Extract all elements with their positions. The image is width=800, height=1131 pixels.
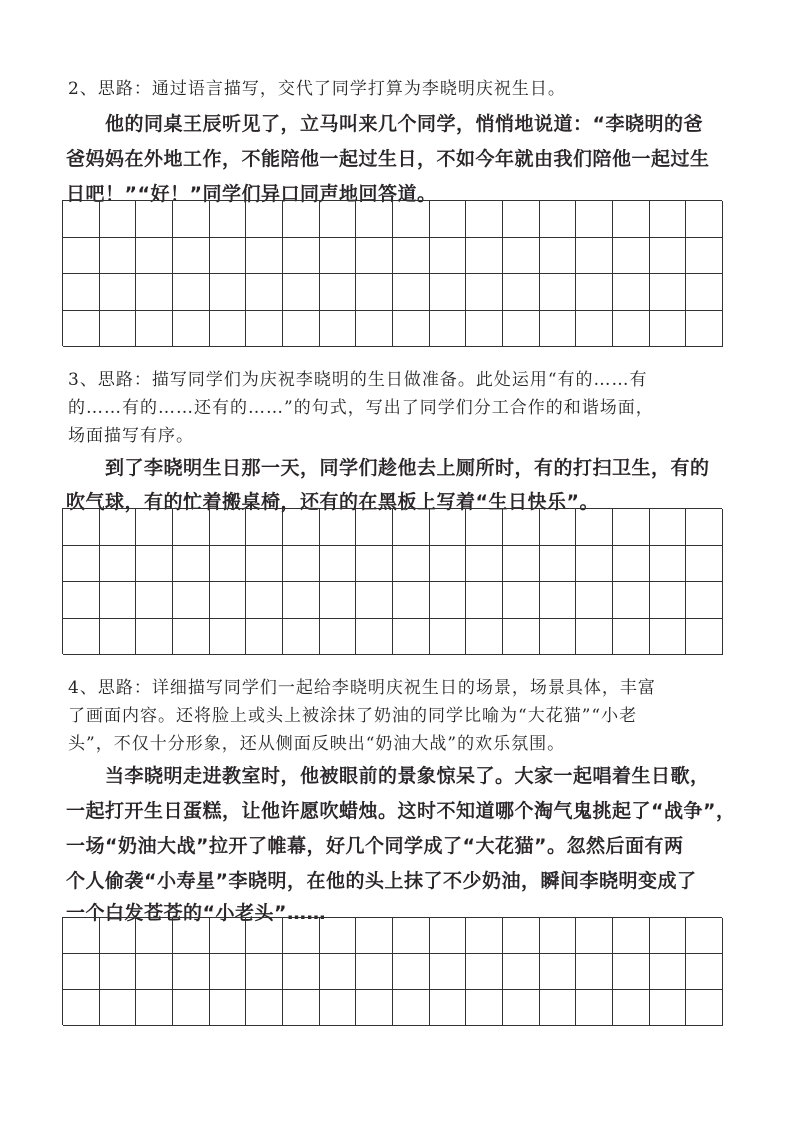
grid-cell[interactable] (430, 311, 467, 348)
section3-thinking-line-3: 场面描写有序。 (68, 426, 194, 446)
grid-cell[interactable] (320, 311, 357, 348)
grid-cell[interactable] (320, 509, 357, 546)
grid-cell[interactable] (540, 619, 577, 656)
grid-cell[interactable] (503, 509, 540, 546)
grid-cell[interactable] (136, 954, 173, 990)
grid-cell[interactable] (466, 274, 503, 311)
grid-cell[interactable] (246, 201, 283, 238)
grid-cell[interactable] (503, 546, 540, 583)
grid-cell[interactable] (246, 274, 283, 311)
grid-cell[interactable] (63, 546, 100, 583)
grid-cell[interactable] (210, 990, 247, 1026)
grid-cell[interactable] (246, 954, 283, 990)
grid-cell[interactable] (576, 509, 613, 546)
grid-cell[interactable] (650, 990, 687, 1026)
grid-cell[interactable] (100, 546, 137, 583)
grid-cell[interactable] (540, 509, 577, 546)
grid-cell[interactable] (320, 274, 357, 311)
grid-cell[interactable] (466, 201, 503, 238)
grid-cell[interactable] (100, 954, 137, 990)
grid-cell[interactable] (356, 509, 393, 546)
grid-cell[interactable] (613, 546, 650, 583)
grid-cell[interactable] (613, 990, 650, 1026)
grid-cell[interactable] (613, 311, 650, 348)
grid-cell[interactable] (173, 582, 210, 619)
grid-cell[interactable] (63, 274, 100, 311)
grid-cell[interactable] (503, 274, 540, 311)
grid-cell[interactable] (430, 201, 467, 238)
grid-cell[interactable] (650, 238, 687, 275)
grid-cell[interactable] (173, 954, 210, 990)
grid-cell[interactable] (100, 509, 137, 546)
grid-cell[interactable] (503, 918, 540, 954)
grid-cell[interactable] (173, 990, 210, 1026)
grid-cell[interactable] (356, 954, 393, 990)
grid-cell[interactable] (540, 954, 577, 990)
writing-grid-2[interactable] (62, 508, 722, 654)
grid-cell[interactable] (503, 238, 540, 275)
grid-cell[interactable] (210, 274, 247, 311)
grid-cell[interactable] (356, 990, 393, 1026)
grid-cell[interactable] (283, 619, 320, 656)
grid-cell[interactable] (613, 918, 650, 954)
grid-cell[interactable] (613, 619, 650, 656)
grid-cell[interactable] (100, 311, 137, 348)
grid-cell[interactable] (503, 954, 540, 990)
grid-cell[interactable] (173, 274, 210, 311)
grid-cell[interactable] (283, 274, 320, 311)
grid-cell[interactable] (356, 619, 393, 656)
grid-cell[interactable] (540, 918, 577, 954)
grid-cell[interactable] (576, 238, 613, 275)
grid-cell[interactable] (210, 201, 247, 238)
grid-cell[interactable] (393, 954, 430, 990)
grid-cell[interactable] (576, 918, 613, 954)
grid-cell[interactable] (430, 954, 467, 990)
grid-cell[interactable] (356, 546, 393, 583)
grid-cell[interactable] (320, 954, 357, 990)
grid-cell[interactable] (63, 918, 100, 954)
grid-cell[interactable] (100, 990, 137, 1026)
grid-cell[interactable] (466, 990, 503, 1026)
grid-cell[interactable] (173, 509, 210, 546)
grid-cell[interactable] (686, 990, 723, 1026)
grid-cell[interactable] (576, 619, 613, 656)
grid-cell[interactable] (283, 990, 320, 1026)
grid-cell[interactable] (576, 311, 613, 348)
grid-cell[interactable] (686, 274, 723, 311)
grid-cell[interactable] (136, 238, 173, 275)
grid-cell[interactable] (356, 582, 393, 619)
grid-cell[interactable] (63, 990, 100, 1026)
grid-cell[interactable] (136, 201, 173, 238)
section4-thinking-line-3: 头”，不仅十分形象，还从侧面反映出“奶油大战”的欢乐氛围。 (68, 734, 566, 754)
grid-cell[interactable] (686, 582, 723, 619)
grid-cell[interactable] (576, 546, 613, 583)
grid-cell[interactable] (393, 509, 430, 546)
grid-cell[interactable] (393, 274, 430, 311)
grid-cell[interactable] (63, 582, 100, 619)
grid-cell[interactable] (210, 546, 247, 583)
grid-cell[interactable] (173, 546, 210, 583)
grid-cell[interactable] (320, 546, 357, 583)
grid-cell[interactable] (173, 238, 210, 275)
grid-cell[interactable] (100, 238, 137, 275)
grid-cell[interactable] (650, 311, 687, 348)
grid-cell[interactable] (650, 954, 687, 990)
section4-line-3: 一场“奶油大战”拉开了帷幕，好几个同学成了“大花猫”。忽然后面有两 (66, 835, 684, 857)
writing-grid-3[interactable] (62, 917, 722, 1025)
grid-cell[interactable] (686, 311, 723, 348)
section2-line-1: 他的同桌王辰听见了，立马叫来几个同学，悄悄地说道：“李晓明的爸 (105, 113, 703, 135)
section3-thinking-line-1: 3、思路：描写同学们为庆祝李晓明的生日做准备。此处运用“有的……有 (68, 370, 648, 390)
grid-cell[interactable] (320, 619, 357, 656)
grid-cell[interactable] (136, 619, 173, 656)
grid-cell[interactable] (283, 238, 320, 275)
grid-cell[interactable] (283, 201, 320, 238)
section2-line-2: 爸妈妈在外地工作，不能陪他一起过生日，不如今年就由我们陪他一起过生 (66, 148, 710, 170)
grid-cell[interactable] (650, 918, 687, 954)
grid-cell[interactable] (210, 238, 247, 275)
grid-cell[interactable] (246, 546, 283, 583)
grid-cell[interactable] (63, 509, 100, 546)
grid-cell[interactable] (136, 918, 173, 954)
grid-cell[interactable] (430, 582, 467, 619)
section3-thinking-line-2: 的……有的……还有的……”的句式，写出了同学们分工合作的和谐场面， (68, 398, 654, 418)
grid-cell[interactable] (650, 582, 687, 619)
grid-cell[interactable] (613, 582, 650, 619)
grid-cell[interactable] (613, 509, 650, 546)
grid-cell[interactable] (430, 509, 467, 546)
grid-cell[interactable] (136, 274, 173, 311)
grid-cell[interactable] (246, 509, 283, 546)
grid-cell[interactable] (136, 509, 173, 546)
grid-cell[interactable] (576, 990, 613, 1026)
grid-cell[interactable] (393, 619, 430, 656)
grid-cell[interactable] (173, 918, 210, 954)
grid-cell[interactable] (466, 238, 503, 275)
grid-cell[interactable] (283, 582, 320, 619)
section4-thinking-line-2: 了画面内容。还将脸上或头上被涂抹了奶油的同学比喻为“大花猫”“小老 (68, 706, 638, 726)
grid-cell[interactable] (540, 990, 577, 1026)
grid-cell[interactable] (613, 274, 650, 311)
grid-cell[interactable] (503, 311, 540, 348)
grid-cell[interactable] (430, 238, 467, 275)
grid-cell[interactable] (686, 509, 723, 546)
grid-cell[interactable] (320, 238, 357, 275)
grid-cell[interactable] (210, 918, 247, 954)
grid-cell[interactable] (136, 990, 173, 1026)
section4-line-4: 个人偷袭“小寿星”李晓明，在他的头上抹了不少奶油，瞬间李晓明变成了 (66, 870, 697, 892)
grid-cell[interactable] (246, 582, 283, 619)
grid-cell[interactable] (503, 201, 540, 238)
section2-line-3: 日吧！”“好！”同学们异口同声地回答道。 (66, 183, 437, 205)
grid-cell[interactable] (136, 582, 173, 619)
grid-cell[interactable] (576, 954, 613, 990)
grid-cell[interactable] (540, 582, 577, 619)
grid-cell[interactable] (686, 954, 723, 990)
grid-cell[interactable] (100, 274, 137, 311)
grid-cell[interactable] (466, 509, 503, 546)
grid-cell[interactable] (283, 954, 320, 990)
grid-cell[interactable] (466, 918, 503, 954)
grid-cell[interactable] (393, 238, 430, 275)
grid-cell[interactable] (283, 311, 320, 348)
grid-cell[interactable] (540, 311, 577, 348)
grid-cell[interactable] (356, 311, 393, 348)
grid-cell[interactable] (100, 918, 137, 954)
grid-cell[interactable] (356, 918, 393, 954)
grid-cell[interactable] (686, 619, 723, 656)
grid-cell[interactable] (173, 311, 210, 348)
section2-thinking: 2、思路：通过语言描写，交代了同学打算为李晓明庆祝生日。 (68, 79, 566, 99)
grid-cell[interactable] (320, 918, 357, 954)
grid-cell[interactable] (356, 274, 393, 311)
grid-cell[interactable] (63, 619, 100, 656)
grid-cell[interactable] (210, 509, 247, 546)
grid-cell[interactable] (613, 201, 650, 238)
grid-cell[interactable] (430, 619, 467, 656)
grid-cell[interactable] (246, 990, 283, 1026)
grid-cell[interactable] (503, 990, 540, 1026)
grid-cell[interactable] (393, 990, 430, 1026)
grid-cell[interactable] (393, 201, 430, 238)
grid-cell[interactable] (63, 311, 100, 348)
grid-cell[interactable] (283, 509, 320, 546)
grid-cell[interactable] (63, 954, 100, 990)
grid-cell[interactable] (393, 546, 430, 583)
section4-line-1: 当李晓明走进教室时，他被眼前的景象惊呆了。大家一起唱着生日歌， (105, 765, 710, 787)
grid-cell[interactable] (576, 201, 613, 238)
grid-cell[interactable] (136, 546, 173, 583)
grid-cell[interactable] (466, 311, 503, 348)
grid-cell[interactable] (576, 582, 613, 619)
grid-cell[interactable] (540, 274, 577, 311)
grid-cell[interactable] (430, 546, 467, 583)
grid-cell[interactable] (320, 990, 357, 1026)
section4-line-5: 一个白发苍苍的“小老头”…… (66, 902, 326, 924)
grid-cell[interactable] (650, 619, 687, 656)
grid-cell[interactable] (320, 201, 357, 238)
grid-cell[interactable] (686, 918, 723, 954)
grid-cell[interactable] (650, 201, 687, 238)
grid-cell[interactable] (430, 274, 467, 311)
grid-cell[interactable] (63, 201, 100, 238)
grid-cell[interactable] (210, 954, 247, 990)
grid-cell[interactable] (503, 619, 540, 656)
grid-cell[interactable] (540, 546, 577, 583)
grid-cell[interactable] (393, 311, 430, 348)
grid-cell[interactable] (613, 954, 650, 990)
grid-cell[interactable] (136, 311, 173, 348)
grid-cell[interactable] (246, 918, 283, 954)
grid-cell[interactable] (100, 582, 137, 619)
grid-cell[interactable] (246, 238, 283, 275)
grid-cell[interactable] (246, 619, 283, 656)
grid-cell[interactable] (173, 619, 210, 656)
grid-cell[interactable] (466, 546, 503, 583)
grid-cell[interactable] (320, 582, 357, 619)
grid-cell[interactable] (540, 201, 577, 238)
grid-cell[interactable] (210, 619, 247, 656)
section3-line-1: 到了李晓明生日那一天，同学们趁他去上厕所时，有的打扫卫生，有的 (105, 457, 710, 479)
grid-cell[interactable] (283, 546, 320, 583)
grid-cell[interactable] (393, 582, 430, 619)
grid-cell[interactable] (686, 201, 723, 238)
grid-cell[interactable] (430, 918, 467, 954)
grid-cell[interactable] (466, 954, 503, 990)
grid-cell[interactable] (650, 509, 687, 546)
grid-cell[interactable] (100, 619, 137, 656)
grid-cell[interactable] (540, 238, 577, 275)
grid-cell[interactable] (356, 238, 393, 275)
grid-cell[interactable] (356, 201, 393, 238)
grid-cell[interactable] (246, 311, 283, 348)
grid-cell[interactable] (686, 546, 723, 583)
writing-grid-1[interactable] (62, 200, 722, 346)
grid-cell[interactable] (466, 619, 503, 656)
section3-line-2: 吹气球，有的忙着搬桌椅，还有的在黑板上写着“生日快乐”。 (66, 491, 599, 513)
grid-cell[interactable] (650, 546, 687, 583)
grid-cell[interactable] (650, 274, 687, 311)
grid-cell[interactable] (613, 238, 650, 275)
grid-cell[interactable] (686, 238, 723, 275)
grid-cell[interactable] (393, 918, 430, 954)
grid-cell[interactable] (210, 311, 247, 348)
grid-cell[interactable] (100, 201, 137, 238)
grid-cell[interactable] (283, 918, 320, 954)
grid-cell[interactable] (210, 582, 247, 619)
grid-cell[interactable] (63, 238, 100, 275)
grid-cell[interactable] (503, 582, 540, 619)
grid-cell[interactable] (576, 274, 613, 311)
grid-cell[interactable] (173, 201, 210, 238)
grid-cell[interactable] (466, 582, 503, 619)
section4-thinking-line-1: 4、思路：详细描写同学们一起给李晓明庆祝生日的场景，场景具体，丰富 (68, 678, 656, 698)
grid-cell[interactable] (430, 990, 467, 1026)
section4-line-2: 一起打开生日蛋糕，让他许愿吹蜡烛。这时不知道哪个淘气鬼挑起了“战争”， (66, 800, 736, 822)
